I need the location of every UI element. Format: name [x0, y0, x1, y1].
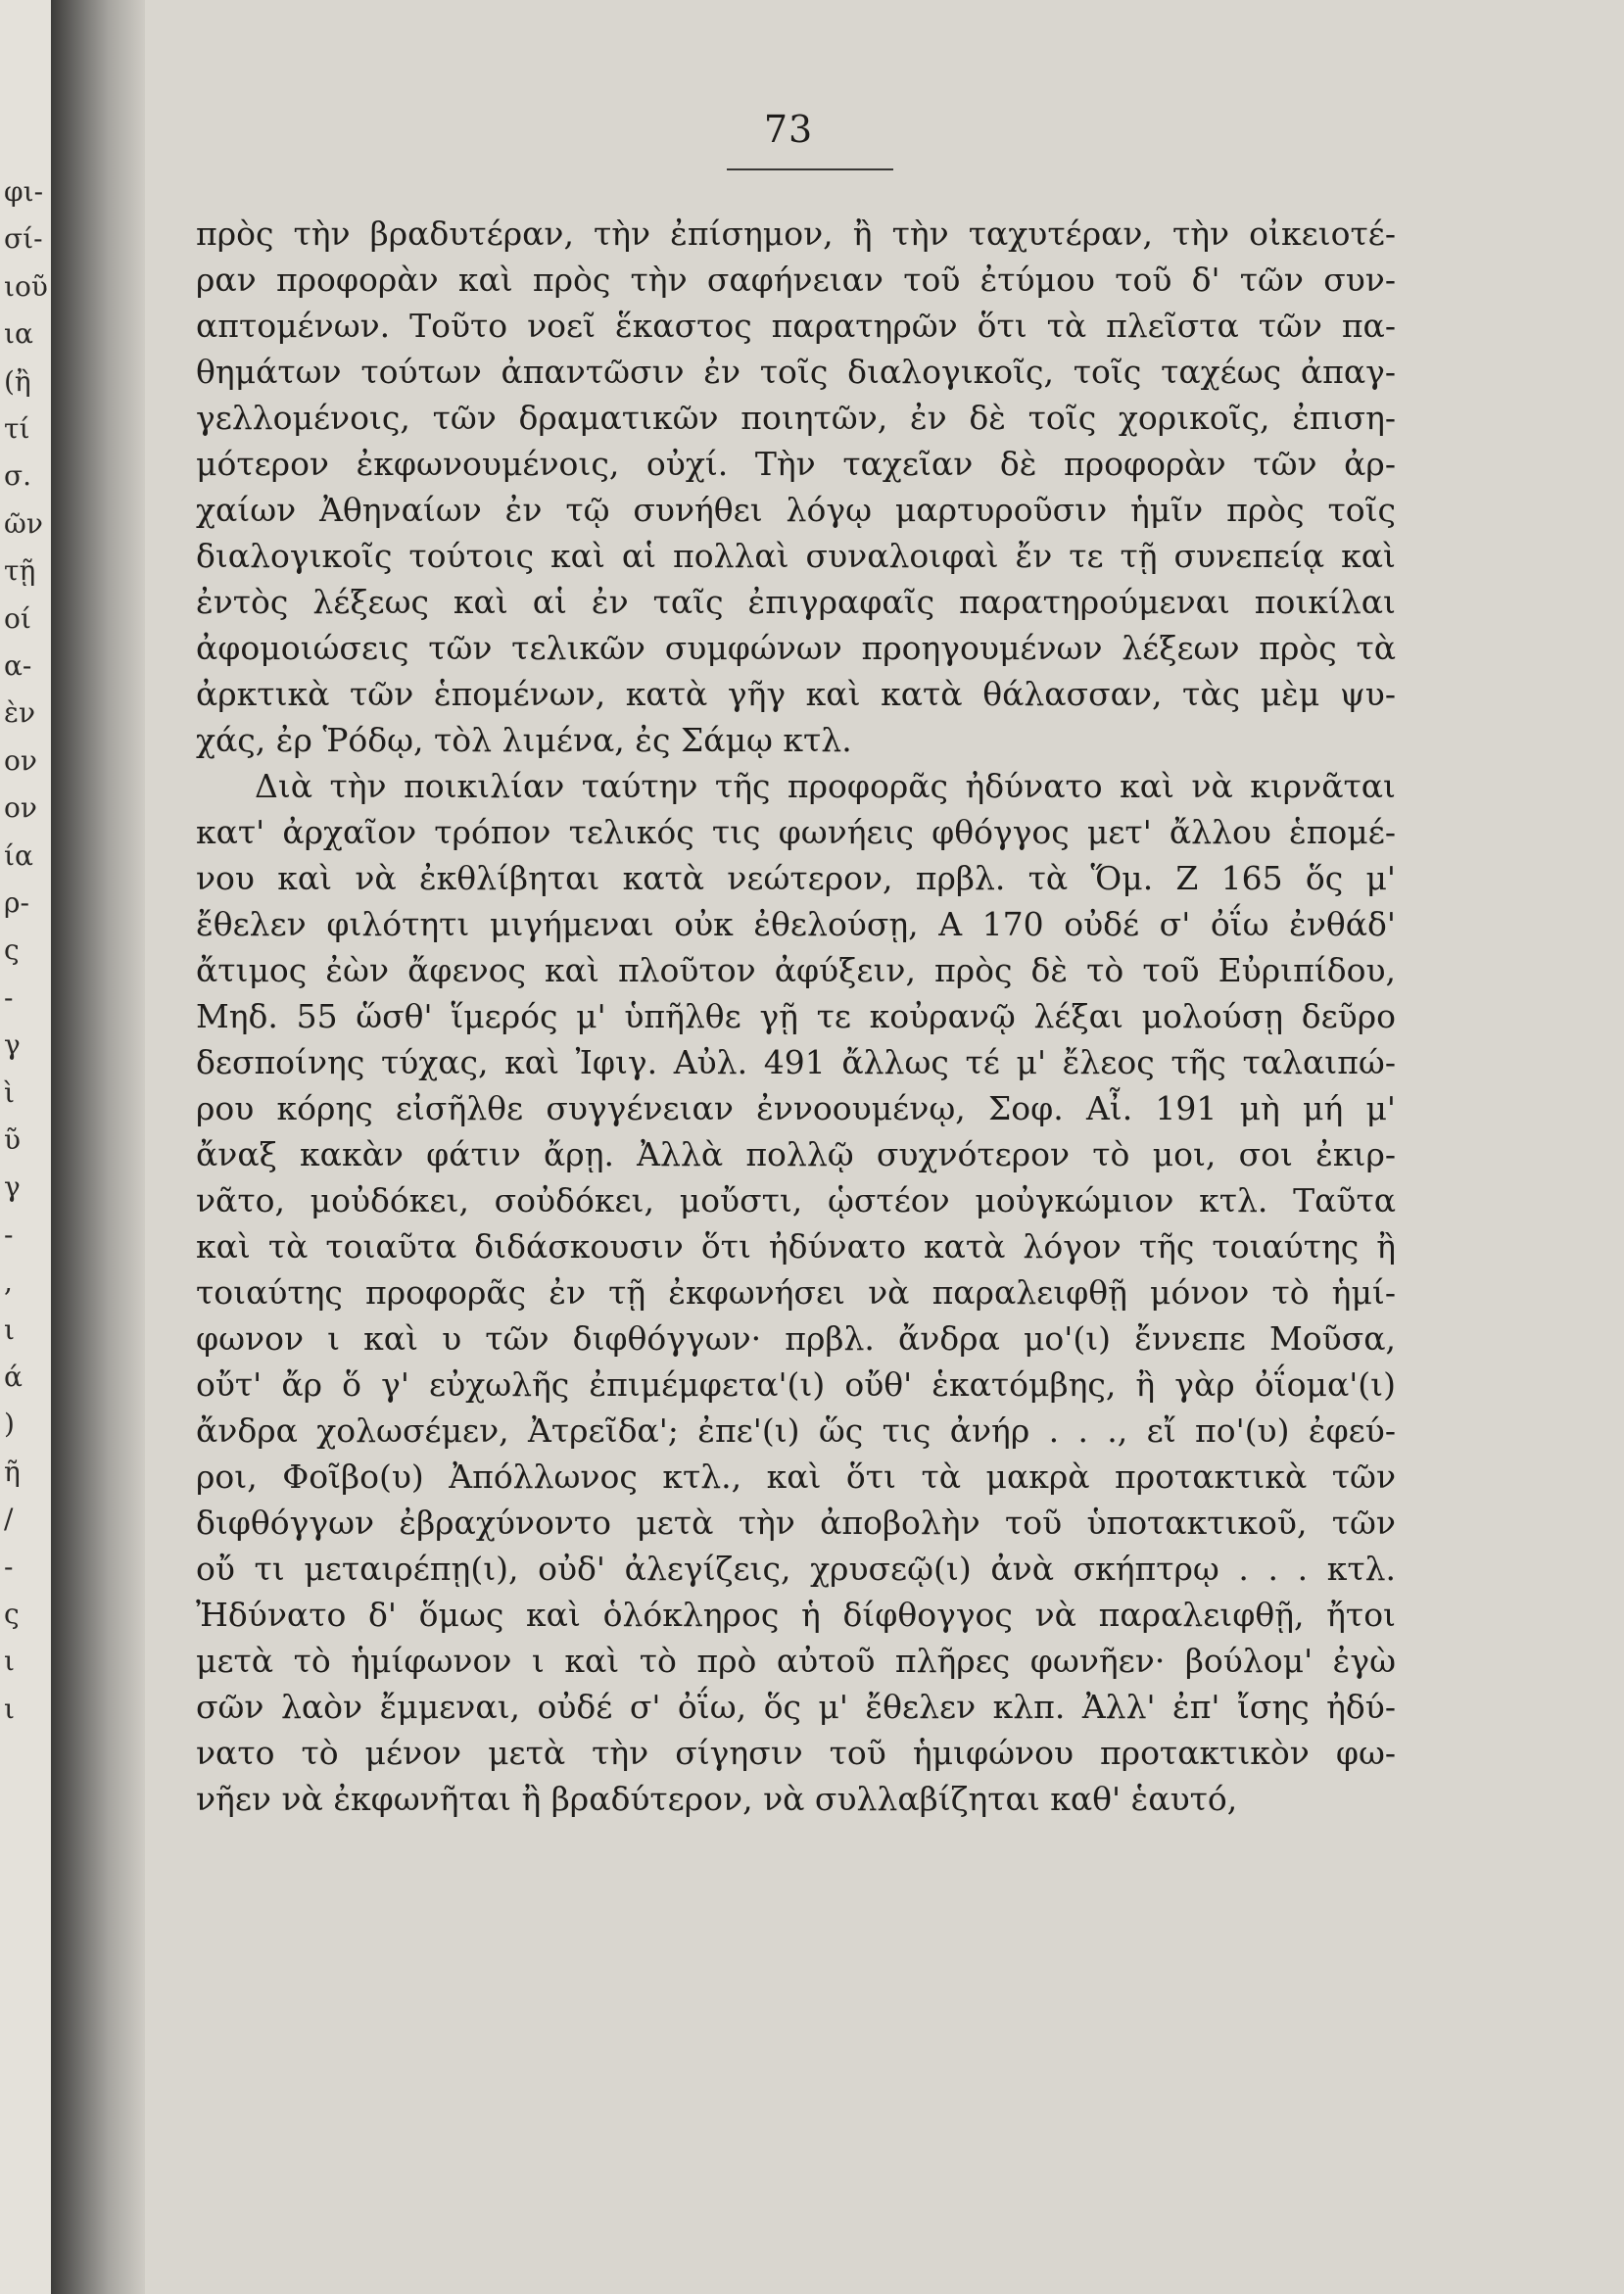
- facing-page-fragment: ά: [4, 1361, 23, 1393]
- facing-page-fragment: ὲν: [4, 696, 36, 730]
- text-line: χάς, ἐρ Ῥόδῳ, τὸλ λιμένα, ἐς Σάμῳ κτλ.: [196, 721, 852, 759]
- facing-page-edge: [0, 0, 51, 2294]
- text-line: νατο τὸ μένον μετὰ τὴν σίγησιν τοῦ ἡμιφώνου προτακτικὸν φω-: [196, 1734, 1396, 1772]
- text-line: Μηδ. 55 ὥσθ' ἵμερός μ' ὑπῆλθε γῇ τε κοὐρανῷ λέξαι μολούσῃ δεῦρο: [196, 997, 1396, 1035]
- text-line: θημάτων τούτων ἀπαντῶσιν ἐν τοῖς διαλογικοῖς, τοῖς ταχέως ἀπαγ-: [196, 353, 1396, 391]
- facing-page-fragment: -: [4, 980, 14, 1014]
- body-text: [196, 211, 1396, 1822]
- facing-page-fragment: σί-: [4, 222, 43, 256]
- facing-page-fragment: ία: [4, 838, 33, 872]
- facing-page-fragment: τῇ: [4, 554, 36, 588]
- facing-page-fragment: ια: [4, 317, 33, 351]
- text-line: απτομένων. Τοῦτο νοεῖ ἕκαστος παρατηρῶν ὅτι τὰ πλεῖστα τῶν πα-: [196, 307, 1396, 345]
- text-line: ρου κόρης εἰσῆλθε συγγένειαν ἐννοουμένῳ, Σοφ. Αἶ. 191 μὴ μή μ': [196, 1089, 1396, 1127]
- page-number-rule: [727, 168, 893, 170]
- text-line: οὔ τι μεταιρέπῃ(ι), οὐδ' ἀλεγίζεις, χρυσεῷ(ι) ἀνὰ σκήπτρῳ . . . κτλ.: [196, 1550, 1396, 1588]
- facing-page-fragment: ρ-: [4, 886, 29, 919]
- text-line: Ἠδύνατο δ' ὅμως καὶ ὁλόκληρος ἡ δίφθογγος νὰ παραλειφθῇ, ἤτοι: [196, 1596, 1396, 1634]
- text-line: διαλογικοῖς τούτοις καὶ αἱ πολλαὶ συναλοιφαὶ ἔν τε τῇ συνεπείᾳ καὶ: [196, 537, 1396, 575]
- text-line: νῆεν νὰ ἐκφωνῆται ἢ βραδύτερον, νὰ συλλαβίζηται καθ' ἑαυτό,: [196, 1780, 1238, 1818]
- text-line: καὶ τὰ τοιαῦτα διδάσκουσιν ὅτι ἠδύνατο κατὰ λόγον τῆς τοιαύτης ἢ: [196, 1227, 1396, 1266]
- text-line: δεσποίνης τύχας, καὶ Ἰφιγ. Αὐλ. 491 ἄλλως τέ μ' ἔλεος τῆς ταλαιπώ-: [196, 1043, 1396, 1081]
- facing-page-fragment: ῦ: [4, 1123, 22, 1156]
- facing-page-fragment: ὶ: [4, 1075, 15, 1109]
- text-line: πρὸς τὴν βραδυτέραν, τὴν ἐπίσημον, ἢ τὴν ταχυτέραν, τὴν οἰκειοτέ-: [196, 215, 1396, 253]
- facing-page-fragment: -: [4, 1218, 14, 1251]
- text-line: ἄναξ κακὰν φάτιν ἄρῃ. Ἀλλὰ πολλῷ συχνότερον τὸ μοι, σοι ἐκιρ-: [196, 1135, 1396, 1173]
- text-line: ἄτιμος ἐὼν ἄφενος καὶ πλοῦτον ἀφύξειν, πρὸς δὲ τὸ τοῦ Εὐριπίδου,: [196, 951, 1396, 989]
- text-line: ἄνδρα χολωσέμεν, Ἀτρεῖδα'; ἐπε'(ι) ὥς τις ἀνήρ . . ., εἴ πο'(υ) ἐφεύ-: [196, 1411, 1396, 1450]
- book-gutter-shadow: [51, 0, 145, 2294]
- facing-page-fragment: ῶν: [4, 506, 43, 540]
- facing-page-fragment: ι: [4, 1313, 15, 1346]
- facing-page-fragment: /: [4, 1503, 14, 1536]
- text-line: διφθόγγων ἐβραχύνοντο μετὰ τὴν ἀποβολὴν τοῦ ὑποτακτικοῦ, τῶν: [196, 1504, 1396, 1542]
- text-line: μετὰ τὸ ἡμίφωνον ι καὶ τὸ πρὸ αὐτοῦ πλῆρες φωνῆεν· βούλομ' ἐγὼ: [196, 1642, 1396, 1680]
- text-line: κατ' ἀρχαῖον τρόπον τελικός τις φωνήεις φθόγγος μετ' ἄλλου ἑπομέ-: [196, 813, 1396, 851]
- text-line: ἀρκτικὰ τῶν ἑπομένων, κατὰ γῆγ καὶ κατὰ θάλασσαν, τὰς μὲμ ψυ-: [196, 675, 1396, 713]
- facing-page-fragment: ιοῦ: [4, 269, 48, 303]
- facing-page-fragment: ς: [4, 1598, 20, 1630]
- text-line: ροι, Φοῖβο(υ) Ἀπόλλωνος κτλ., καὶ ὅτι τὰ μακρὰ προτακτικὰ τῶν: [196, 1458, 1396, 1496]
- facing-page-fragment: ῆ: [4, 1455, 21, 1488]
- facing-page-fragment: ι: [4, 1645, 15, 1678]
- text-line: οὔτ' ἄρ ὅ γ' εὐχωλῆς ἐπιμέμφετα'(ι) οὔθ' ἑκατόμβης, ἢ γὰρ ὀΐομα'(ι): [196, 1365, 1396, 1404]
- facing-page-fragment: σ.: [4, 459, 32, 493]
- facing-page-fragment: α-: [4, 649, 32, 682]
- page-number: 73: [763, 108, 814, 151]
- text-line: ἔθελεν φιλότητι μιγήμεναι οὐκ ἐθελούσῃ, Α 170 οὐδέ σ' ὀΐω ἐνθάδ': [196, 905, 1396, 943]
- facing-page-fragment: φι-: [4, 175, 44, 208]
- facing-page-fragment: ): [4, 1408, 15, 1441]
- facing-page-fragment: ον: [4, 743, 37, 777]
- text-line: χαίων Ἀθηναίων ἐν τῷ συνήθει λόγῳ μαρτυροῦσιν ἡμῖν πρὸς τοῖς: [196, 491, 1396, 529]
- text-line: μότερον ἐκφωνουμένοις, οὐχί. Τὴν ταχεῖαν δὲ προφορὰν τῶν ἀρ-: [196, 445, 1396, 483]
- facing-page-fragment: οί: [4, 601, 31, 635]
- text-line: νᾶτο, μοὐδόκει, σοὐδόκει, μοὔστι, ᾡστέον μοὐγκώμιον κτλ. Ταῦτα: [196, 1181, 1396, 1219]
- facing-page-fragment: -: [4, 1550, 14, 1583]
- text-line: νου καὶ νὰ ἐκθλίβηται κατὰ νεώτερον, πρβλ. τὰ Ὅμ. Ζ 165 ὅς μ': [196, 859, 1396, 897]
- facing-page-fragment: ον: [4, 791, 37, 825]
- text-line: σῶν λαὸν ἔμμεναι, οὐδέ σ' ὀΐω, ὅς μ' ἔθελεν κλπ. Ἀλλ' ἐπ' ἴσης ἠδύ-: [196, 1688, 1396, 1726]
- text-line: φωνον ι καὶ υ τῶν διφθόγγων· πρβλ. ἄνδρα μο'(ι) ἔννεπε Μοῦσα,: [196, 1319, 1396, 1358]
- facing-page-fragment: τί: [4, 412, 30, 445]
- text-line: τοιαύτης προφορᾶς ἐν τῇ ἐκφωνήσει νὰ παραλειφθῇ μόνον τὸ ἡμί-: [196, 1273, 1396, 1312]
- facing-page-fragment: ,: [4, 1266, 13, 1299]
- text-line: ἀφομοιώσεις τῶν τελικῶν συμφώνων προηγουμένων λέξεων πρὸς τὰ: [196, 629, 1396, 667]
- facing-page-fragment: γ: [4, 1171, 21, 1204]
- facing-page-fragment: ι: [4, 1692, 15, 1725]
- facing-page-fragment: (ἢ: [4, 364, 31, 398]
- facing-page-fragment: γ: [4, 1028, 21, 1062]
- facing-page-fragment: ς: [4, 933, 20, 967]
- text-line: ἐντὸς λέξεως καὶ αἱ ἐν ταῖς ἐπιγραφαῖς παρατηρούμεναι ποικίλαι: [196, 583, 1396, 621]
- text-line: Διὰ τὴν ποικιλίαν ταύτην τῆς προφορᾶς ἠδύνατο καὶ νὰ κιρνᾶται: [255, 767, 1396, 805]
- text-line: ραν προφορὰν καὶ πρὸς τὴν σαφήνειαν τοῦ ἐτύμου τοῦ δ' τῶν συν-: [196, 261, 1396, 299]
- text-line: γελλομένοις, τῶν δραματικῶν ποιητῶν, ἐν δὲ τοῖς χορικοῖς, ἐπιση-: [196, 399, 1396, 437]
